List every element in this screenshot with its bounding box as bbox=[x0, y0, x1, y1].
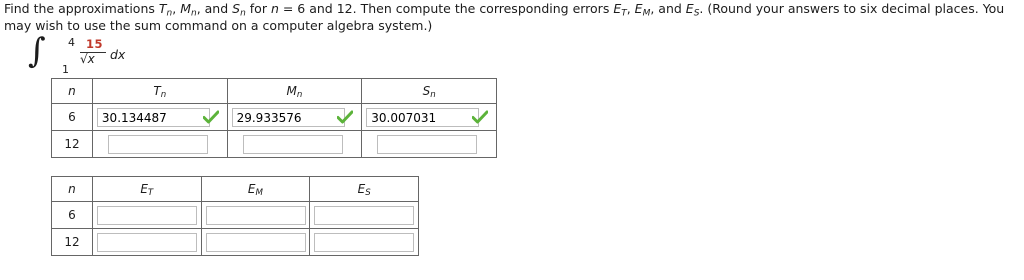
symbol-n: n bbox=[270, 1, 279, 16]
header-ES: $E_S$ bbox=[310, 177, 419, 202]
header-ET: $E_T$ bbox=[92, 177, 201, 202]
tn-12-input[interactable] bbox=[108, 135, 208, 154]
integral-expression bbox=[28, 31, 138, 77]
em-6-input[interactable] bbox=[206, 206, 306, 225]
header-n: n bbox=[52, 177, 93, 202]
symbol-EM: $E_M$ bbox=[634, 1, 651, 19]
checkmark-icon bbox=[203, 110, 219, 124]
errors-table bbox=[51, 176, 419, 256]
row-n-value: 12 bbox=[52, 229, 93, 256]
header-n: n bbox=[52, 79, 93, 104]
integrand-numerator: 15 bbox=[86, 37, 104, 51]
integral-differential: dx bbox=[110, 47, 126, 62]
et-12-input[interactable] bbox=[97, 233, 197, 252]
question-instructions: . (Round your answers to six decimal places. You may wish to use the sum command on a computer algebra system.) bbox=[4, 1, 1005, 33]
mn-6-input[interactable] bbox=[232, 108, 345, 127]
header-Tn: $T_n$ bbox=[92, 79, 227, 104]
checkmark-icon bbox=[337, 110, 353, 124]
question-intro: Find the approximations bbox=[4, 1, 159, 16]
header-Sn: $S_n$ bbox=[362, 79, 497, 104]
row-n-value: 6 bbox=[52, 202, 93, 229]
es-6-input[interactable] bbox=[314, 206, 414, 225]
tn-6-input[interactable] bbox=[97, 108, 210, 127]
question-text: Find the approximations $T_n$, $M_n$, and $S_n$ for n = 6 and 12. Then compute the corresponding errors $E_T$, $E_M$, and $E_S$. (Round your answers to six decimal places. You may wish to use the sum command on a computer algebra system.) bbox=[4, 1, 1005, 33]
symbol-ET: $E_T$ bbox=[613, 1, 627, 19]
table-header-row bbox=[52, 79, 497, 104]
table-row bbox=[52, 104, 497, 131]
mn-12-input[interactable] bbox=[243, 135, 343, 154]
integrand-denominator: √x bbox=[80, 52, 95, 66]
row-n-value: 6 bbox=[52, 104, 93, 131]
table-header-row bbox=[52, 177, 419, 202]
symbol-Sn: $S_n$ bbox=[232, 1, 246, 19]
checkmark-icon bbox=[472, 110, 488, 124]
sn-12-input[interactable] bbox=[377, 135, 477, 154]
em-12-input[interactable] bbox=[206, 233, 306, 252]
header-Mn: $M_n$ bbox=[227, 79, 362, 104]
integral-lower-limit: 1 bbox=[62, 63, 69, 76]
table-row bbox=[52, 202, 419, 229]
es-12-input[interactable] bbox=[314, 233, 414, 252]
symbol-Tn: $T_n$ bbox=[158, 1, 173, 19]
table-row bbox=[52, 229, 419, 256]
symbol-Mn: $M_n$ bbox=[180, 1, 197, 19]
table-row bbox=[52, 131, 497, 158]
sn-6-input[interactable] bbox=[366, 108, 479, 127]
header-EM: $E_M$ bbox=[201, 177, 310, 202]
approximations-table bbox=[51, 78, 497, 158]
et-6-input[interactable] bbox=[97, 206, 197, 225]
integral-sign-icon: ∫ bbox=[28, 31, 46, 71]
row-n-value: 12 bbox=[52, 131, 93, 158]
integral-upper-limit: 4 bbox=[68, 36, 75, 49]
symbol-ES: $E_S$ bbox=[685, 1, 700, 19]
